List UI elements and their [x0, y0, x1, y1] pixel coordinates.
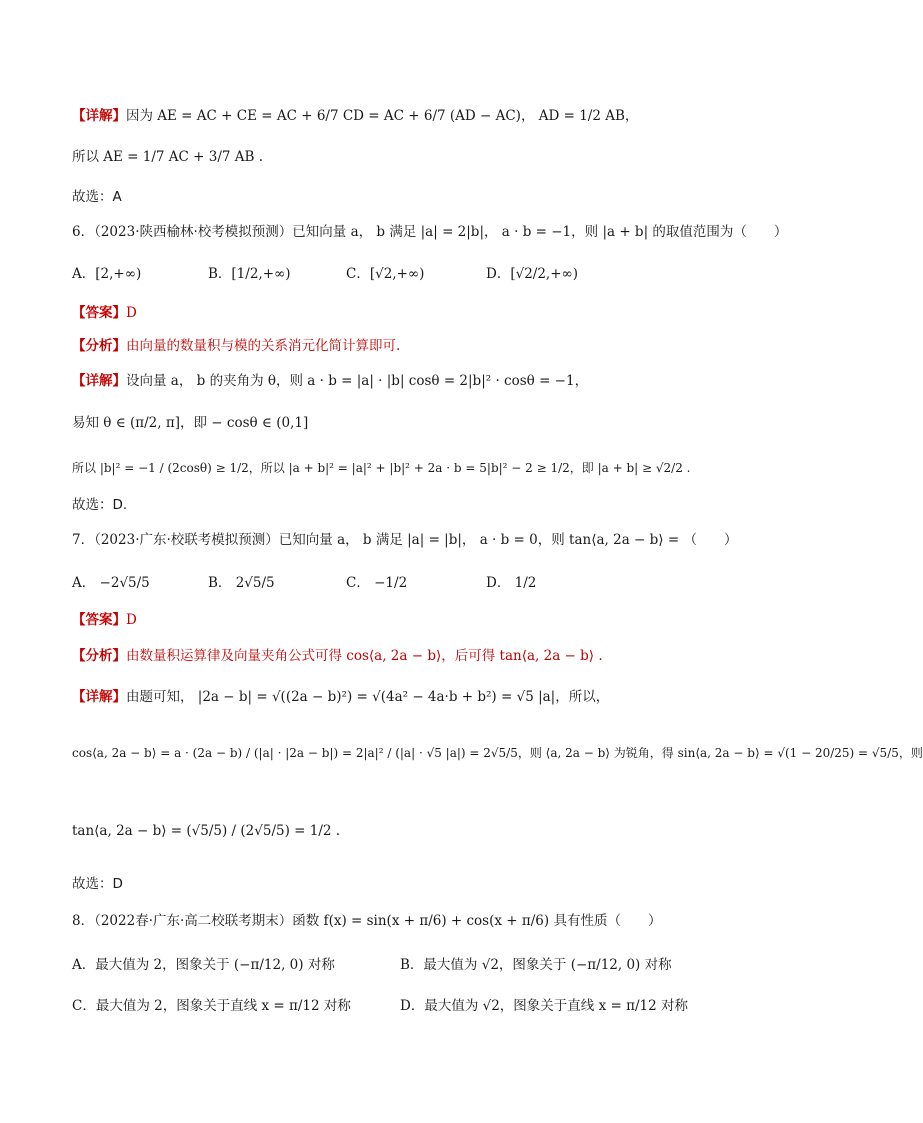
q6-option-c: C．[√2,+∞)	[346, 266, 425, 282]
q7-answer: D	[126, 612, 137, 628]
q6-analysis: 由向量的数量积与模的关系消元化简计算即可.	[126, 338, 401, 354]
q8-option-d: D．最大值为 √2，图象关于直线 x = π/12 对称	[400, 998, 688, 1014]
q8-option-b: B．最大值为 √2，图象关于 (−π/12, 0) 对称	[400, 957, 672, 973]
q7-option-d: D． 1/2	[486, 575, 537, 591]
q5-answer: 故选：A	[72, 189, 122, 205]
q6-detail-line-1	[72, 372, 588, 390]
q8-option-a: A．最大值为 2，图象关于 (−π/12, 0) 对称	[72, 957, 335, 973]
q7-conclusion: 故选：D	[72, 876, 123, 892]
q6-option-a: A．[2,+∞)	[72, 266, 142, 282]
q7-detail-2: cos⟨a, 2a − b⟩ = a · (2a − b) / (|a| · |2a − b|) = 2|a|² / (|a| · √5 |a|) = 2√5/5，则 ⟨a, 2a − b⟩ 为锐角，得 sin⟨a, 2a − b⟩ = √(1 − 20/25) = √5/5，则	[72, 746, 923, 760]
q6-stem: 6．（2023·陕西榆林·校考模拟预测）已知向量 a， b 满足 |a| = 2|b|， a · b = −1，则 |a + b| 的取值范围为（ ）	[72, 224, 788, 240]
q7-option-a: A． −2√5/5	[72, 575, 150, 591]
q7-analysis-label: 【分析】	[72, 648, 126, 664]
q6-conclusion: 故选：D.	[72, 497, 128, 513]
q5-detail-label: 【详解】	[72, 108, 126, 124]
q6-detail-1: 设向量 a， b 的夹角为 θ，则 a · b = |a| · |b| cosθ = 2|b|² · cosθ = −1，	[126, 373, 589, 389]
q8-option-c: C．最大值为 2，图象关于直线 x = π/12 对称	[72, 998, 351, 1014]
q5-so-line: 所以 AE = 1/7 AC + 3/7 AB .	[72, 149, 264, 165]
q7-stem: 7．（2023·广东·校联考模拟预测）已知向量 a， b 满足 |a| = |b|， a · b = 0，则 tan⟨a, 2a − b⟩ = （ ）	[72, 532, 738, 548]
q7-detail-3: tan⟨a, 2a − b⟩ = (√5/5) / (2√5/5) = 1/2 .	[72, 823, 341, 839]
q7-detail-line-1	[72, 688, 609, 706]
q5-detail-text: 因为 AE = AC + CE = AC + 6/7 CD = AC + 6/7 (AD − AC)， AD = 1/2 AB，	[126, 108, 639, 124]
q8-stem: 8．（2022春·广东·高二校联考期末）函数 f(x) = sin(x + π/6) + cos(x + π/6) 具有性质（ ）	[72, 913, 662, 929]
q7-detail-1: 由题可知， |2a − b| = √((2a − b)²) = √(4a² − 4a·b + b²) = √5 |a|，所以，	[126, 689, 610, 705]
q6-answer-line	[72, 304, 137, 322]
q7-answer-label: 【答案】	[72, 612, 126, 628]
q6-answer-label: 【答案】	[72, 305, 126, 321]
q6-analysis-line	[72, 337, 400, 355]
q7-option-c: C． −1/2	[346, 575, 408, 591]
q6-detail-3: 所以 |b|² = −1 / (2cosθ) ≥ 1/2，所以 |a + b|² = |a|² + |b|² + 2a · b = 5|b|² − 2 ≥ 1/2，即 |a + b| ≥ √2/2 .	[72, 461, 691, 475]
q7-analysis-line	[72, 647, 603, 665]
q5-detail-line	[72, 107, 638, 125]
q6-option-d: D．[√2/2,+∞)	[486, 266, 579, 282]
q7-analysis: 由数量积运算律及向量夹角公式可得 cos⟨a, 2a − b⟩，后可得 tan⟨a, 2a − b⟩ .	[126, 648, 603, 664]
q6-detail-2: 易知 θ ∈ (π/2, π]，即 − cosθ ∈ (0,1]	[72, 415, 309, 431]
q7-answer-line	[72, 611, 137, 629]
q7-detail-label: 【详解】	[72, 689, 126, 705]
q6-answer: D	[126, 305, 137, 321]
q7-option-b: B． 2√5/5	[208, 575, 275, 591]
q6-detail-label: 【详解】	[72, 373, 126, 389]
q6-analysis-label: 【分析】	[72, 338, 126, 354]
q6-option-b: B．[1/2,+∞)	[208, 266, 291, 282]
